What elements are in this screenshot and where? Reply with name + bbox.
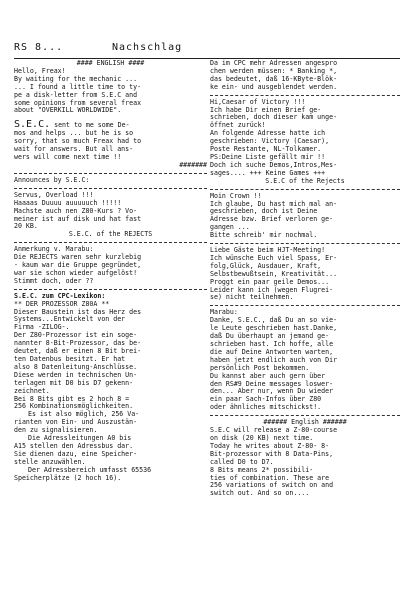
text-line: ten Datenbus besitzt. Er hat (14, 355, 126, 363)
english-summary-section (210, 419, 400, 498)
crown-message-section (210, 193, 400, 240)
sec-message-section (14, 119, 207, 170)
divider (210, 189, 400, 190)
text-line: den zu signalisieren. (14, 426, 98, 435)
divider (210, 95, 400, 96)
text-line: meiner ist auf disk und hat fast (14, 214, 142, 223)
divider (14, 188, 207, 189)
text-line: Hello, Freax! (14, 66, 66, 75)
text-line: Die REJECTS waren sehr kurzlebig (14, 253, 142, 262)
text-line: called D0 to D7. (210, 457, 274, 466)
hjt-meeting-section (210, 247, 400, 302)
announces-heading: Announces by S.E.C: (14, 175, 90, 184)
text-line: den RS#9 Deine messages loswer- (210, 379, 334, 388)
text-line: Sie dienen dazu, eine Speicher- (14, 449, 138, 458)
text-line: Stimmt doch, oder ?? (14, 276, 94, 285)
text-line: daß Du überhaupt an jemand ge- (210, 332, 330, 341)
text-line: den... Aber nur, wenn Du wieder (210, 387, 334, 396)
divider (14, 242, 207, 243)
text-line: ties of combination. These are (210, 473, 330, 482)
text-line: PS:Deine Liste gefällt mir !! (210, 152, 326, 161)
divider (14, 289, 207, 290)
text-line: Da im CPC mehr Adressen angespro (210, 59, 338, 67)
cpc-lexikon-section (14, 293, 207, 483)
text-line: le Leute geschrieben hast.Danke, (210, 324, 338, 333)
english-heading: ###### English ###### (263, 418, 347, 427)
text-line: Poste Restante, NL-Tolkamer. (210, 145, 322, 154)
text-line: Diese werden in technischen Un- (14, 370, 138, 379)
text-line: Proggt ein paar geile Demos... (210, 277, 330, 286)
text-line: pe a disk-letter from S.E.C and (14, 90, 138, 99)
text-line: nannter 8-Bit-Prozessor, das be- (14, 339, 142, 348)
text-line: about "OVERKILL WORLDWIDE". (14, 106, 122, 115)
marabu-note-section (14, 246, 207, 286)
text-line: switch out. And so on.... (210, 489, 310, 498)
text-line: 256 variations of switch on and (210, 481, 334, 490)
text-line: Der Z80-Prozessor ist ein soge- (14, 331, 138, 340)
text-line: 8 Bits means 2* possibili- (210, 465, 314, 474)
lexikon-heading: S.E.C. zum CPC-Lexikon: (14, 291, 106, 300)
english-intro-section (14, 60, 207, 115)
sec-lead: S.E.C. (14, 119, 51, 131)
overload-message-section (14, 192, 207, 239)
text-line: 20 KB. (14, 222, 38, 231)
text-line: S.E.C will release a Z-80-course (210, 426, 338, 435)
english-heading: #### ENGLISH #### (76, 59, 145, 67)
text-line: some opinions from several freax (14, 98, 142, 107)
text-line: sages.... +++ Keine Games +++ (210, 168, 326, 177)
signature: S.E.C. of the REJECTS (68, 230, 153, 239)
text-line: Leider kann ich (wegen Flugrei- (210, 285, 334, 294)
text-line: Du kannst aber auch gern über (210, 371, 326, 380)
text-line: Doch ich suche Demos,Intros,Mes- (210, 160, 338, 169)
magazine-issue-title: RS 8... (14, 42, 64, 53)
text-line: wait for answers. But all ans- (14, 145, 134, 154)
text-line: persönlich Post bekommen. (210, 363, 310, 372)
text-line: schrieben hast. Ich hoffe, alle (210, 340, 334, 348)
text-line: Dieser Baustein ist das Herz des (14, 307, 142, 316)
text-line: Ich wünsche Euch viel Spass, Er- (210, 253, 338, 262)
right-column (210, 60, 400, 498)
text-line: wers will come next time !! (14, 153, 122, 162)
text-line: sorry, that so much Freax had to (14, 137, 142, 146)
divider (210, 243, 400, 244)
text-line: A15 stellen den Adressbus dar. (14, 441, 134, 450)
text-line: Machste auch nen Z80-Kurs ? Vo- (14, 206, 138, 215)
text-line: Selbstbewußtsein, Kreativität... (210, 269, 338, 278)
text-line: die auf Deine Antworten warten, (210, 347, 334, 356)
text-line: deutet, daß er einen 8 Bit brei- (14, 347, 142, 356)
text-line: Ich habe Dir einen Brief ge- (210, 105, 322, 114)
text-line: Hi,Caesar of Victory !!! (210, 97, 306, 106)
text-line: Anmerkung v. Marabu: (14, 245, 94, 254)
text-line: 256 Kombinationsmöglichkeiten. (14, 402, 134, 411)
text-line: Danke, S.E.C., daß Du an so vie- (210, 316, 338, 325)
text-line: chen werden müssen: * Banking *, (210, 66, 338, 75)
text-line: An folgende Adresse hatte ich (210, 129, 326, 138)
text-line: ke ein- und ausgeblendet werden. (210, 82, 338, 91)
section-title: Nachschlag (112, 42, 183, 53)
text-line: mos and helps ... but he is so (14, 129, 134, 138)
text-line: Servus, Overload !!! (14, 190, 94, 199)
divider (210, 415, 400, 416)
text-line: ####### (179, 160, 207, 169)
text-line: das bedeutet, daß 16-KByte-Blök- (210, 74, 338, 83)
caesar-message-section (210, 99, 400, 186)
text-line: Speicherplätze (2 hoch 16). (14, 473, 122, 482)
text-line: oder ähnliches mitschickst!. (210, 403, 322, 412)
divider (210, 305, 400, 306)
text-line: Ich glaube, Du hast mich mal an- (210, 199, 338, 208)
text-line: haben jetzt endlich auch von Dir (210, 355, 338, 364)
marabu-reply-section (210, 309, 400, 412)
left-column (14, 60, 207, 483)
text-line: terlagen mit D0 bis D7 gekenn- (14, 378, 134, 387)
text-line: Haaaas Duuuu auuuuuch !!!!! (14, 198, 122, 207)
text-line: ein paar Sach-Infos über Z80 (210, 395, 322, 404)
text-line: Marabu: (210, 308, 238, 317)
text-line: Today he writes about Z-80- 8- (210, 441, 330, 450)
text-line: Der Adressbereich umfasst 65536 (28, 465, 152, 474)
text-line: - kaum war die Gruppe gegründet, (14, 261, 142, 270)
text-line: Bei 8 Bits gibt es 2 hoch 8 = (14, 394, 130, 403)
text-line: Es ist also möglich, 256 Va- (28, 410, 140, 419)
text-line: ** DER PROZESSOR Z80A ** (14, 299, 110, 308)
text-line: öffnet zurück! (210, 121, 266, 130)
text-line: on disk (20 KB) next time. (210, 433, 314, 442)
text-line: Firma -ZILOG-. (14, 323, 70, 332)
text-line: Bit-prozessor with 8 Data-Pins, (210, 449, 334, 458)
text-line: se) nicht teilnehmen. (210, 293, 294, 302)
text-line: war sie schon wieder aufgelöst! (14, 268, 138, 277)
signature: S.E.C of the Rejects (265, 176, 345, 185)
text-line: ... I found a little time to ty- (14, 82, 142, 91)
text-line: Adresse bzw. Brief verloren ge- (210, 215, 334, 224)
banking-section (210, 60, 400, 92)
text-line: also 8 Datenleitung-Anschlüsse. (14, 362, 138, 371)
text-line: gangen ... (210, 223, 250, 232)
text-line: Liebe Gäste beim HJT-Meeting! (210, 246, 326, 255)
text-line: zeichnet. (14, 386, 50, 395)
text-line: geschrieben, doch ist Deine (210, 207, 318, 216)
text-line: folg,Glück, Ausdauer, Kraft, (210, 261, 322, 270)
text-line: Systems...Entwickelt von der (14, 315, 126, 324)
divider (14, 173, 207, 174)
text-line: By waiting for the mechanic ... (14, 74, 138, 83)
text-line: Moin Crown !! (210, 191, 262, 200)
page-header (14, 44, 400, 59)
text-line: Bitte schreib' mir nochmal. (210, 231, 318, 240)
text-line: rianten von Ein- und Auszustän- (14, 418, 138, 427)
text-line: schrieben, doch dieser kam unge- (210, 113, 338, 122)
text-line: Die Adressleitungen A0 bis (28, 434, 132, 443)
text-line: geschrieben: Victory (Caesar), (210, 137, 330, 146)
text-line: stelle anzuwählen. (14, 457, 86, 466)
text-line: sent to me some De- (54, 121, 130, 130)
